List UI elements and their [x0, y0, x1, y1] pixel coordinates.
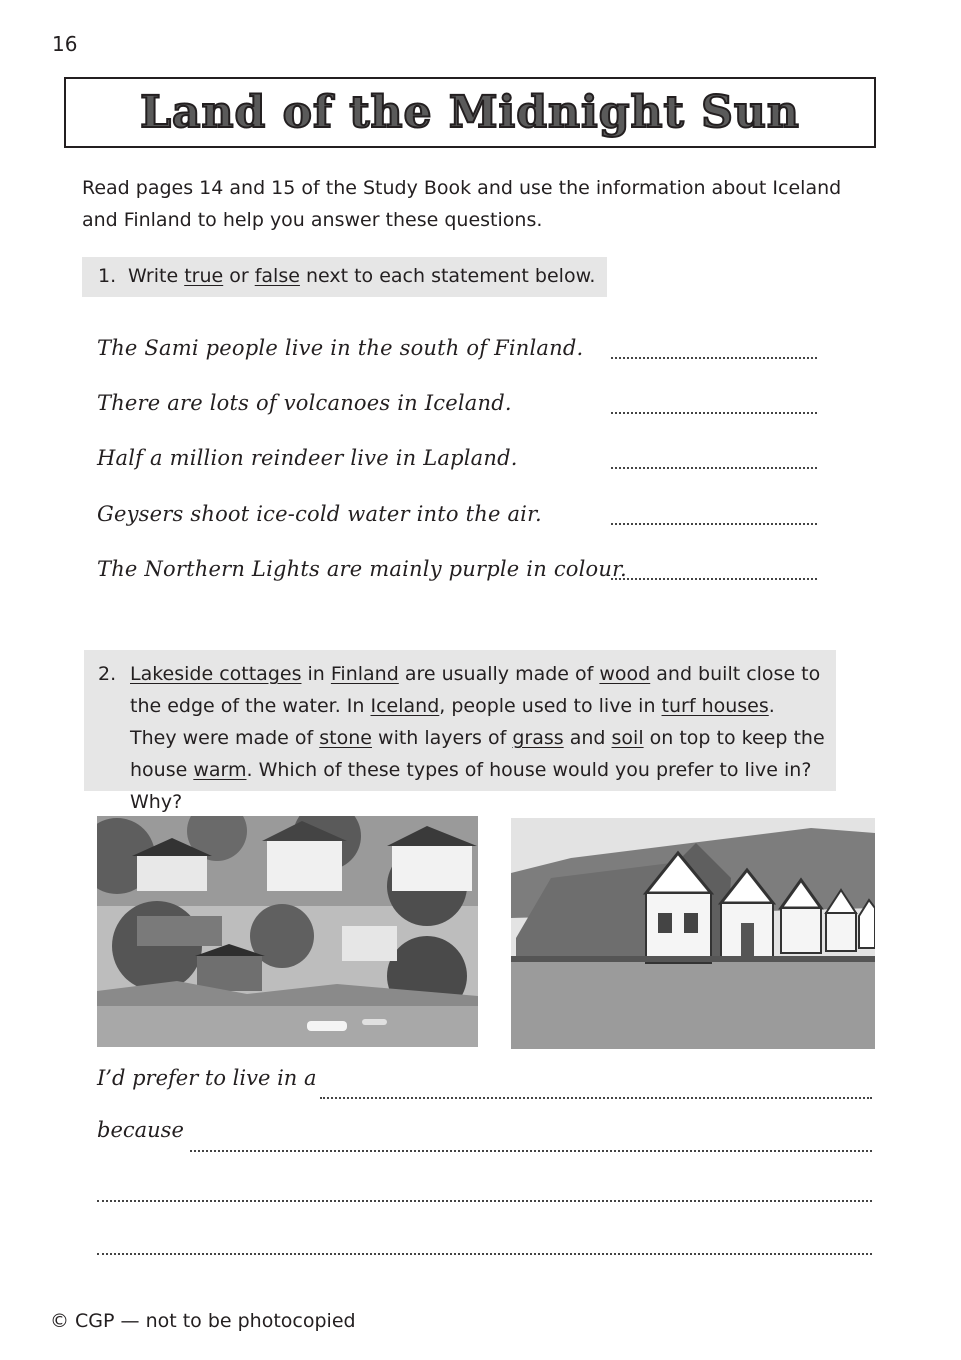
- q2-term-stone: stone: [319, 727, 372, 749]
- question-1: [82, 257, 607, 297]
- q1-text-a: Write: [128, 265, 185, 287]
- q2-text: and: [563, 727, 612, 749]
- q2-term-turf-houses: turf houses: [661, 695, 769, 717]
- answer-line-3[interactable]: [611, 467, 817, 469]
- prefer-label: I’d prefer to live in a: [97, 1066, 317, 1090]
- q1-false-word: false: [254, 265, 300, 287]
- copyright-footer: © CGP — not to be photocopied: [50, 1310, 356, 1332]
- intro-text: Read pages 14 and 15 of the Study Book and use the information about Iceland and Finland to help you answer these questions.: [82, 177, 842, 231]
- q2-term-iceland: Iceland: [370, 695, 440, 717]
- q2-term-wood: wood: [599, 663, 651, 685]
- q2-term-warm: warm: [193, 759, 247, 781]
- q2-text: on top to keep the house: [130, 727, 825, 781]
- iceland-turf-houses-photo: [511, 818, 875, 1049]
- question-2-text: [130, 658, 826, 818]
- q1-text-c: next to each statement below.: [299, 265, 596, 287]
- q2-text: . Which of these types of house would you prefer to live in? Why?: [130, 759, 812, 813]
- q2-term-finland: Finland: [330, 663, 399, 685]
- statement-3: Half a million reindeer live in Lapland.: [97, 446, 518, 470]
- question-1-number: 1.: [98, 265, 117, 287]
- page-number: 16: [52, 32, 78, 56]
- title-box: [64, 77, 876, 148]
- statement-5: The Northern Lights are mainly purple in colour.: [97, 557, 627, 581]
- q2-text: in: [301, 663, 331, 685]
- q2-term-soil: soil: [611, 727, 644, 749]
- q1-true-word: true: [184, 265, 224, 287]
- q2-text: with layers of: [372, 727, 513, 749]
- q2-term-grass: grass: [512, 727, 564, 749]
- q2-text: , people used to live in: [439, 695, 662, 717]
- q2-text: . They were made of: [130, 695, 775, 749]
- answer-line-extra-1[interactable]: [97, 1200, 872, 1202]
- q2-term-lakeside-cottages: Lakeside cottages: [130, 663, 302, 685]
- answer-line-extra-2[interactable]: [97, 1253, 872, 1255]
- because-answer-line[interactable]: [190, 1150, 872, 1152]
- finland-cottages-photo: [97, 816, 478, 1047]
- q2-text: and built close to the edge of the water. In: [130, 663, 821, 717]
- because-label: because: [97, 1118, 184, 1142]
- q2-text: are usually made of: [398, 663, 600, 685]
- statement-2: There are lots of volcanoes in Iceland.: [97, 391, 512, 415]
- answer-line-4[interactable]: [611, 523, 817, 525]
- answer-line-1[interactable]: [611, 357, 817, 359]
- answer-line-2[interactable]: [611, 412, 817, 414]
- statement-1: The Sami people live in the south of Finland.: [97, 336, 584, 360]
- statement-4: Geysers shoot ice-cold water into the air.: [97, 502, 542, 526]
- q1-text-b: or: [223, 265, 255, 287]
- prefer-answer-line[interactable]: [320, 1097, 872, 1099]
- question-2-number: 2.: [98, 663, 117, 685]
- answer-line-5[interactable]: [611, 578, 817, 580]
- page-title: Land of the Midnight Sun: [140, 87, 800, 138]
- question-2: [84, 650, 836, 813]
